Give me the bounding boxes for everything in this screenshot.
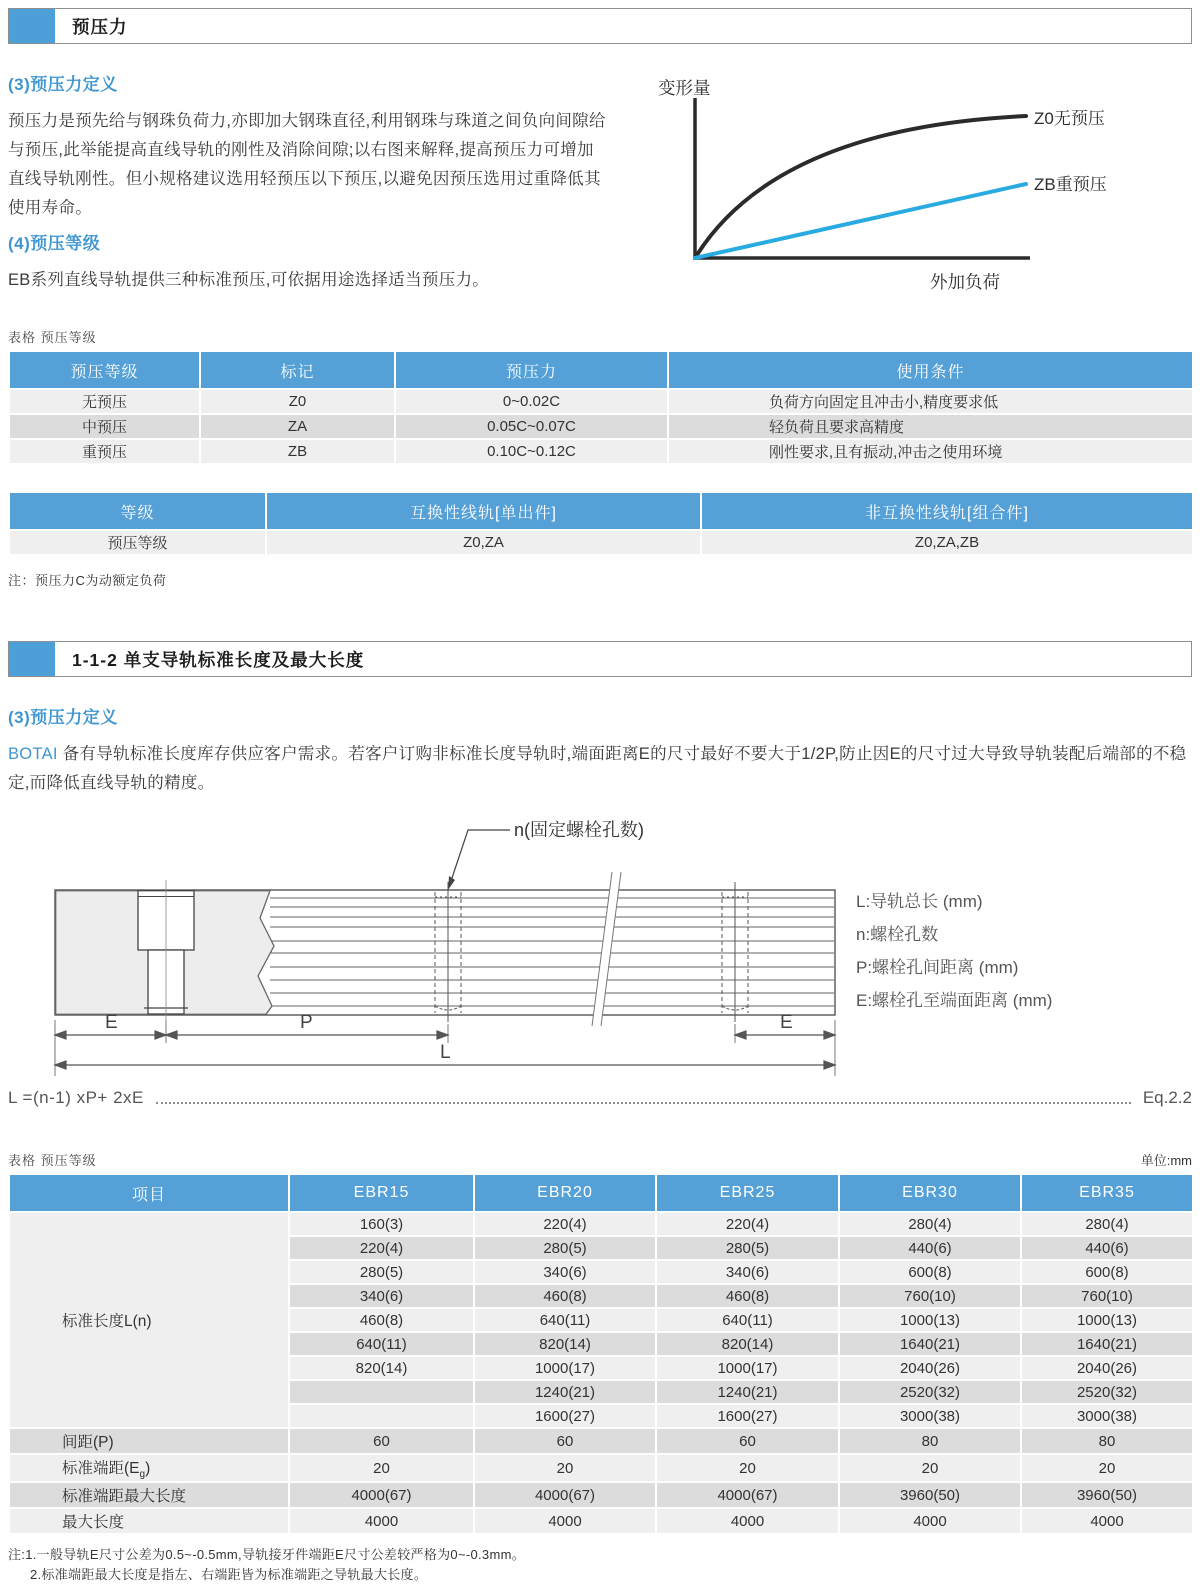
cell: 0.05C~0.07C: [395, 414, 668, 439]
preload-definition-heading: (3)预压力定义: [8, 75, 118, 94]
cell: [289, 1404, 474, 1428]
dotted-leader: [156, 1093, 1131, 1104]
interchangeability-table: [8, 491, 1194, 556]
preload-grade-heading: (4)预压等级: [8, 234, 101, 253]
table-row: [9, 1482, 1193, 1508]
cell: 1600(27): [656, 1404, 839, 1428]
cell: 2520(32): [1021, 1380, 1193, 1404]
row-label: 标准端距$(E_g)$: [9, 1454, 289, 1482]
length-table-caption-row: [8, 1150, 1192, 1169]
section-title: 预压力: [72, 16, 128, 37]
cell: 4000: [656, 1508, 839, 1534]
cell: 280(4): [839, 1212, 1021, 1236]
cell: 1640(21): [1021, 1332, 1193, 1356]
bolt-hole-marker: [435, 882, 461, 1022]
cell: 1240(21): [656, 1380, 839, 1404]
cell: 440(6): [1021, 1236, 1193, 1260]
col-header: 互换性线轨[单出件]: [266, 492, 701, 530]
cell: 80: [1021, 1428, 1193, 1454]
cell: 中预压: [9, 414, 200, 439]
col-header: 非互换性线轨[组合件]: [701, 492, 1193, 530]
cell: ZA: [200, 414, 395, 439]
cell: 820(14): [656, 1332, 839, 1356]
table-row: [9, 389, 1193, 414]
cell: 1000(17): [474, 1356, 656, 1380]
legend-item: P:螺栓孔间距离 (mm): [856, 958, 1019, 977]
cell: 2040(26): [1021, 1356, 1193, 1380]
legend-item: n:螺栓孔数: [856, 925, 939, 944]
cell: 刚性要求,且有振动,冲击之使用环境: [668, 439, 1193, 464]
cell: 60: [656, 1428, 839, 1454]
col-header: 项目: [9, 1174, 289, 1212]
row-label: 标准端距最大长度: [9, 1482, 289, 1508]
cell: 820(14): [289, 1356, 474, 1380]
rail-dimension-diagram: [8, 810, 1192, 1078]
preload-grade-paragraph: EB系列直线导轨提供三种标准预压,可依据用途选择适当预压力。: [8, 271, 490, 289]
cell: 1240(21): [474, 1380, 656, 1404]
cell: 1000(13): [839, 1308, 1021, 1332]
cell: Z0,ZA,ZB: [701, 530, 1193, 555]
standard-length-paragraph-text: 备有导轨标准长度库存供应客户需求。若客户订购非标准长度导轨时,端面距离E的尺寸最好不要大于1/2P,防止因E的尺寸过大导致导轨装配后端部的不稳定,而降低直线导轨的精度。: [8, 745, 1187, 792]
section-title: 1-1-2 单支导轨标准长度及最大长度: [72, 649, 365, 670]
col-header: EBR30: [839, 1174, 1021, 1212]
cell: 220(4): [474, 1212, 656, 1236]
table-row: [9, 1212, 1193, 1236]
cell: 80: [839, 1428, 1021, 1454]
cell: 220(4): [289, 1236, 474, 1260]
cell: 340(6): [474, 1260, 656, 1284]
break-line: [592, 872, 621, 1026]
cell: 重预压: [9, 439, 200, 464]
cell: 640(11): [656, 1308, 839, 1332]
row-group-label: 标准长度L(n): [9, 1212, 289, 1428]
cell: 3960(50): [1021, 1482, 1193, 1508]
row-label: 最大长度: [9, 1508, 289, 1534]
intro-section: [8, 64, 1192, 311]
cell: 2040(26): [839, 1356, 1021, 1380]
deformation-load-chart: [630, 76, 1170, 311]
col-header: EBR35: [1021, 1174, 1193, 1212]
cell: 4000: [839, 1508, 1021, 1534]
cell: 无预压: [9, 389, 200, 414]
chart-axes: [695, 98, 1030, 258]
cell: [289, 1380, 474, 1404]
chart-label-zb: ZB重预压: [1034, 175, 1107, 194]
cell: 600(8): [1021, 1260, 1193, 1284]
note-line: 2.标准端距最大长度是指左、右端距皆为标准端距之导轨最大长度。: [30, 1567, 428, 1583]
cell: 440(6): [839, 1236, 1021, 1260]
col-header: 预压力: [395, 351, 668, 389]
dimension-label-e-left: E: [105, 1012, 118, 1033]
dimension-label-l: L: [440, 1042, 451, 1063]
col-header: 预压等级: [9, 351, 200, 389]
accent-block: [9, 642, 55, 676]
cell: 640(11): [289, 1332, 474, 1356]
col-header: EBR25: [656, 1174, 839, 1212]
bottom-notes: [8, 1545, 1192, 1585]
preload-definition-paragraph: 预压力是预先给与钢珠负荷力,亦即加大钢珠直径,利用钢珠与珠道之间负向间隙给与预压,此举能提高直线导轨的刚性及消除间隙;以右图来解释,提高预压力可增加直线导轨刚性。但小规格建议选用轻预压以下预压,以避免因预压选用过重降低其使用寿命。: [8, 112, 606, 217]
cell: 220(4): [656, 1212, 839, 1236]
chart-label-z0: Z0无预压: [1034, 109, 1105, 128]
rail-profile-lines: [270, 898, 834, 1006]
table-header-row: [9, 492, 1193, 530]
dimension-label-p: P: [300, 1012, 313, 1033]
table-note: 注：预压力C为动额定负荷: [8, 573, 167, 588]
cell: 600(8): [839, 1260, 1021, 1284]
row-label: 间距(P): [9, 1428, 289, 1454]
cell: 20: [474, 1454, 656, 1482]
cell: 预压等级: [9, 530, 266, 555]
bolt-hole-marker: [722, 882, 748, 1022]
cell: 640(11): [474, 1308, 656, 1332]
unit-label: 单位:mm: [1140, 1153, 1192, 1168]
cell: 20: [1021, 1454, 1193, 1482]
cell: 0~0.02C: [395, 389, 668, 414]
cell: 340(6): [656, 1260, 839, 1284]
legend-item: E:螺栓孔至端面距离 (mm): [856, 991, 1053, 1010]
chart-curve-z0: [695, 116, 1026, 258]
cell: 20: [839, 1454, 1021, 1482]
cell: 280(5): [289, 1260, 474, 1284]
cell: 1000(13): [1021, 1308, 1193, 1332]
cell: 1600(27): [474, 1404, 656, 1428]
legend-item: L:导轨总长 (mm): [856, 892, 983, 911]
note-line: 注:1.一般导轨E尺寸公差为0.5~-0.5mm,导轨接牙件端距E尺寸公差较严格为0~-0.3mm。: [8, 1547, 526, 1563]
cell: 4000: [1021, 1508, 1193, 1534]
cell: 4000: [474, 1508, 656, 1534]
cell: 3000(38): [839, 1404, 1021, 1428]
table-row: [9, 1428, 1193, 1454]
cell: 4000: [289, 1508, 474, 1534]
table-row: [9, 439, 1193, 464]
intro-text-column: [8, 64, 608, 311]
col-header: 使用条件: [668, 351, 1193, 389]
standard-length-table: [8, 1173, 1194, 1535]
section-bar-preload: [8, 8, 1192, 44]
table-caption-length: 表格 预压等级: [8, 1153, 97, 1168]
cell: 20: [656, 1454, 839, 1482]
cell: 4000(67): [656, 1482, 839, 1508]
cell: 4000(67): [289, 1482, 474, 1508]
bolt-count-callout-label: n(固定螺栓孔数): [514, 820, 644, 840]
cell: 20: [289, 1454, 474, 1482]
cell: 460(8): [656, 1284, 839, 1308]
cell: 2520(32): [839, 1380, 1021, 1404]
accent-block: [9, 9, 55, 43]
table-row: [9, 530, 1193, 555]
cell: 280(5): [474, 1236, 656, 1260]
cell: 460(8): [289, 1308, 474, 1332]
chart-line-zb: [695, 184, 1026, 258]
col-header: EBR20: [474, 1174, 656, 1212]
table-row: [9, 1454, 1193, 1482]
brand-name: BOTAI: [8, 745, 58, 763]
table-row: [9, 414, 1193, 439]
cell: 3960(50): [839, 1482, 1021, 1508]
cell: Z0,ZA: [266, 530, 701, 555]
standard-length-heading: (3)预压力定义: [8, 708, 118, 727]
equation-formula: L =(n-1) xP+ 2xE: [8, 1088, 144, 1107]
cell: 1640(21): [839, 1332, 1021, 1356]
length-equation: [8, 1088, 1192, 1108]
table-header-row: [9, 351, 1193, 389]
cell: 0.10C~0.12C: [395, 439, 668, 464]
cell: 760(10): [839, 1284, 1021, 1308]
standard-length-paragraph: [8, 740, 1192, 798]
table-caption-preload: 表格 预压等级: [8, 330, 97, 345]
table-row: [9, 1508, 1193, 1534]
cell: 760(10): [1021, 1284, 1193, 1308]
equation-tag: Eq.2.2: [1142, 1088, 1192, 1107]
cell: 280(5): [656, 1236, 839, 1260]
dimension-label-e-right: E: [780, 1012, 793, 1033]
col-header: 等级: [9, 492, 266, 530]
cell: 160(3): [289, 1212, 474, 1236]
cell: 3000(38): [1021, 1404, 1193, 1428]
chart-column: [608, 64, 1192, 311]
cell: 负荷方向固定且冲击小,精度要求低: [668, 389, 1193, 414]
cell: 60: [474, 1428, 656, 1454]
cell: 4000(67): [474, 1482, 656, 1508]
catalog-page: [0, 8, 1200, 1585]
cell: Z0: [200, 389, 395, 414]
preload-grade-table: [8, 350, 1194, 465]
cell: 280(4): [1021, 1212, 1193, 1236]
cell: 60: [289, 1428, 474, 1454]
cell: ZB: [200, 439, 395, 464]
diagram-legend: [856, 892, 1052, 1010]
chart-y-axis-label: 变形量: [658, 78, 711, 98]
table-header-row: [9, 1174, 1193, 1212]
col-header: 标记: [200, 351, 395, 389]
cell: 820(14): [474, 1332, 656, 1356]
cell: 460(8): [474, 1284, 656, 1308]
cell: 1000(17): [656, 1356, 839, 1380]
col-header: EBR15: [289, 1174, 474, 1212]
cell: 340(6): [289, 1284, 474, 1308]
cell: 轻负荷且要求高精度: [668, 414, 1193, 439]
section-bar-standard-length: [8, 641, 1192, 677]
chart-x-axis-label: 外加负荷: [930, 272, 1000, 292]
